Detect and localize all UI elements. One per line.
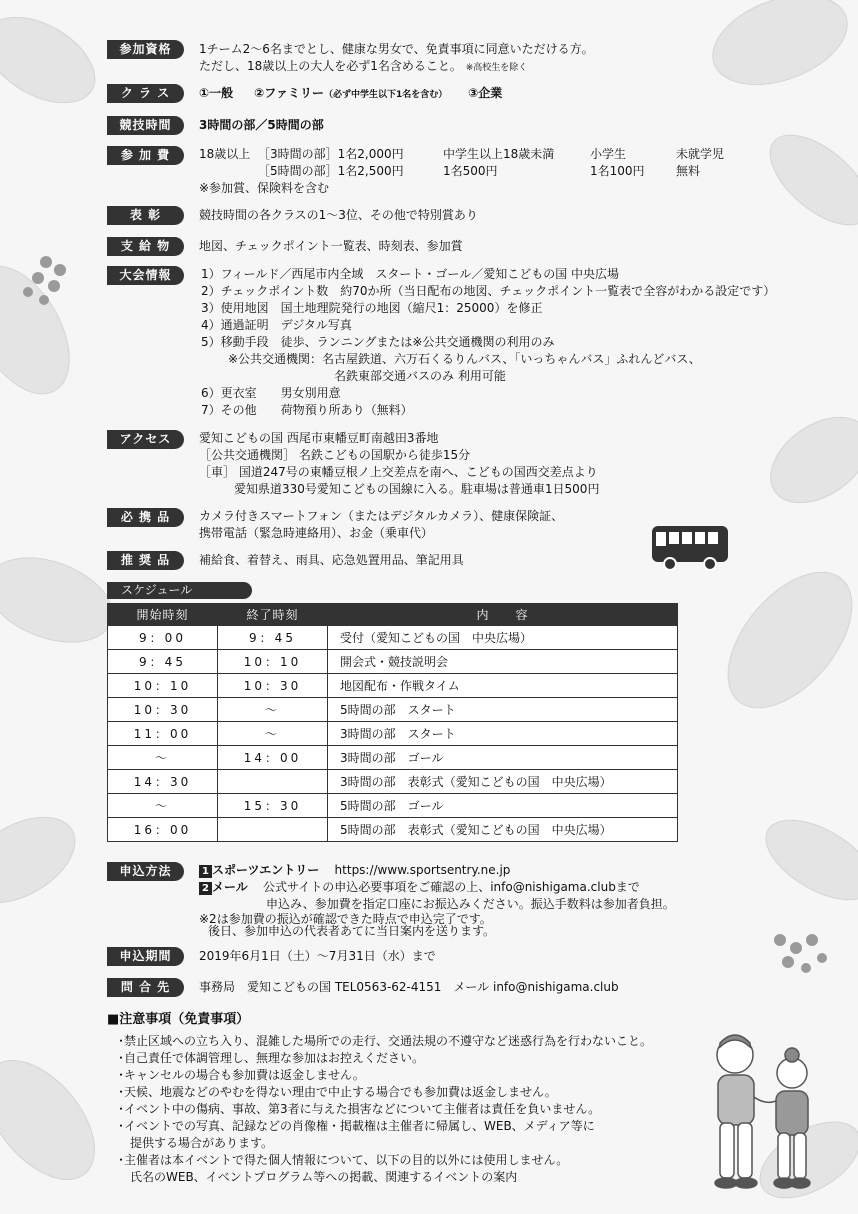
eligibility-line2-text: ただし、18歳以上の大人を必ず1名含めること。: [199, 59, 462, 73]
apply-note1: ※2は参加費の振込が確認できた時点で申込完了です。: [199, 912, 492, 926]
info-item: 4）通過証明 デジタル写真: [201, 318, 352, 332]
schedule-end: [218, 818, 328, 842]
fee-adult-3h: ［3時間の部］1名2,000円: [258, 147, 404, 161]
schedule-content: 開会式・競技説明会: [328, 650, 678, 674]
fee-child: 小学生: [590, 147, 627, 161]
schedule-start: 14：30: [108, 770, 218, 794]
method2-line2: 申込み、参加費を指定口座にお振込みください。振込手数料は参加者負担。: [266, 897, 675, 911]
method2-number-badge: 2: [199, 882, 212, 895]
info-item: 6）更衣室 男女別用意: [201, 386, 341, 400]
contact-value: 事務局 愛知こどもの国 TEL0563-62-4151 メール info@nishigama.club: [199, 980, 619, 994]
schedule-end: 15：30: [218, 794, 328, 818]
note-item: ･主催者は本イベントで得た個人情報について、以下の目的以外には使用しません。: [118, 1153, 569, 1167]
method1-url[interactable]: https://www.sportsentry.ne.jp: [334, 863, 511, 877]
info-item: 1）フィールド／西尾市内全域 スタート・ゴール／愛知こどもの国 中央広場: [201, 267, 620, 281]
class-option-family-note: （必ず中学生以下1名を含む）: [323, 90, 448, 100]
schedule-table: [107, 603, 678, 842]
table-row: [108, 794, 678, 818]
info-item: 7）その他 荷物預り所あり（無料）: [201, 403, 413, 417]
info-item: 3）使用地図 国土地理院発行の地図（縮尺1：25000）を修正: [201, 301, 543, 315]
fee-teen-price: 1名500円: [443, 164, 498, 178]
class-option-general: ①一般: [199, 86, 234, 100]
eligibility-line2: [199, 58, 527, 77]
schedule-header-end: 終了時刻: [218, 604, 328, 626]
method2-line1: 公式サイトの申込必要事項をご確認の上、info@nishigama.clubまで: [263, 880, 640, 894]
schedule-content: 5時間の部 スタート: [328, 698, 678, 722]
schedule-start: 16：00: [108, 818, 218, 842]
supplies-value: 地図、チェックポイント一覧表、時刻表、参加賞: [199, 239, 463, 253]
schedule-header-row: [108, 604, 678, 626]
fee-adult: 18歳以上: [199, 147, 251, 161]
fee-infant-price: 無料: [676, 164, 701, 178]
class-option-company: ③企業: [468, 86, 503, 100]
fee-label: 参 加 費: [107, 146, 184, 165]
table-row: [108, 746, 678, 770]
eligibility-label: 参加資格: [107, 40, 184, 59]
note-item: 提供する場合があります。: [130, 1136, 274, 1150]
schedule-end: 10：10: [218, 650, 328, 674]
apply-label: 申込方法: [107, 862, 184, 881]
schedule-end: [218, 770, 328, 794]
note-item: 氏名のWEB、イベントプログラム等への掲載、関連するイベントの案内: [130, 1170, 518, 1184]
apply-method1: [199, 862, 510, 879]
note-item: ･天候、地震などのやむを得ない理由で中止する場合でも参加費は返金しません。: [118, 1085, 557, 1099]
schedule-content: 3時間の部 スタート: [328, 722, 678, 746]
schedule-content: 地図配布・作戦タイム: [328, 674, 678, 698]
bring-line1: カメラ付きスマートフォン（またはデジタルカメラ）、健康保険証、: [199, 509, 564, 523]
schedule-content: 5時間の部 ゴール: [328, 794, 678, 818]
apply-method2: [199, 879, 640, 896]
access-line: ［公共交通機関］ 名鉄こどもの国駅から徒歩15分: [199, 448, 471, 462]
table-row: [108, 722, 678, 746]
schedule-content: 3時間の部 表彰式（愛知こどもの国 中央広場）: [328, 770, 678, 794]
table-row: [108, 770, 678, 794]
schedule-header-content: 内 容: [328, 604, 678, 626]
schedule-title: スケジュール: [107, 582, 252, 599]
recommend-label: 推 奨 品: [107, 551, 184, 570]
access-line: ［車］ 国道247号の東幡豆根ノ上交差点を南へ、こどもの国西交差点より: [199, 465, 598, 479]
info-item: 名鉄東部交通バスのみ 利用可能: [334, 369, 506, 383]
recommend-value: 補給食、着替え、雨具、応急処置用品、筆記用具: [199, 553, 464, 567]
bring-line2: 携帯電話（緊急時連絡用）、お金（乗車代）: [199, 526, 434, 540]
access-line: 愛知こどもの国 西尾市東幡豆町南越田3番地: [199, 431, 439, 445]
info-label: 大会情報: [107, 266, 184, 285]
note-item: ･イベント中の傷病、事故、第3者に与えた損害などについて主催者は責任を負いません。: [118, 1102, 601, 1116]
schedule-start: 9：45: [108, 650, 218, 674]
info-item: ※公共交通機関：名古屋鉄道、六万石くるりんバス、「いっちゃんバス」ふれんどバス、: [228, 352, 701, 366]
schedule-end: 14：00: [218, 746, 328, 770]
walking-couple-illustration: [690, 1025, 830, 1205]
schedule-start: 10：10: [108, 674, 218, 698]
note-item: ･キャンセルの場合も参加費は返金しません。: [118, 1068, 365, 1082]
info-item: 2）チェックポイント数 約70か所（当日配布の地図、チェックポイント一覧表で全容がわかる設定です）: [201, 284, 776, 298]
time-value: 3時間の部／5時間の部: [199, 118, 324, 132]
schedule-start: 11：00: [108, 722, 218, 746]
schedule-content: 3時間の部 ゴール: [328, 746, 678, 770]
period-label: 申込期間: [107, 947, 184, 966]
method1-name: スポーツエントリー: [212, 863, 320, 877]
fee-adult-5h: ［5時間の部］1名2,500円: [258, 164, 404, 178]
method2-name: メール: [212, 880, 248, 894]
notes-title: ■注意事項（免責事項）: [107, 1012, 250, 1027]
table-row: [108, 650, 678, 674]
note-item: ･自己責任で体調管理し、無理な参加はお控えください。: [118, 1051, 425, 1065]
eligibility-line1: 1チーム2～6名までとし、健康な男女で、免責事項に同意いただける方。: [199, 42, 594, 56]
supplies-label: 支 給 物: [107, 237, 184, 256]
schedule-end: ～: [218, 722, 328, 746]
period-value: 2019年6月1日（土）～7月31日（水）まで: [199, 949, 436, 963]
note-item: ･禁止区域への立ち入り、混雑した場所での走行、交通法規の不遵守など迷惑行為を行わないこと。: [118, 1034, 653, 1048]
bus-icon: [650, 522, 730, 572]
note-item: ･イベントでの写真、記録などの肖像権・掲載権は主催者に帰属し、WEB、メディア等に: [118, 1119, 595, 1133]
schedule-start: ～: [108, 746, 218, 770]
table-row: [108, 818, 678, 842]
schedule-content: 受付（愛知こどもの国 中央広場）: [328, 626, 678, 650]
fee-note: ※参加賞、保険料を含む: [199, 181, 330, 195]
schedule-start: ～: [108, 794, 218, 818]
time-label: 競技時間: [107, 116, 184, 135]
table-row: [108, 698, 678, 722]
contact-label: 問 合 先: [107, 978, 184, 997]
eligibility-note: ※高校生を除く: [465, 63, 528, 73]
info-item: 5）移動手段 徒歩、ランニングまたは※公共交通機関の利用のみ: [201, 335, 555, 349]
schedule-end: 10：30: [218, 674, 328, 698]
class-options: [199, 85, 502, 104]
access-line: 愛知県道330号愛知こどもの国線に入る。駐車場は普通車1日500円: [234, 482, 600, 496]
class-option-family: ②ファミリー: [254, 86, 324, 100]
class-label: ク ラ ス: [107, 84, 184, 103]
award-value: 競技時間の各クラスの1～3位、その他で特別賞あり: [199, 208, 478, 222]
fee-infant: 未就学児: [676, 147, 725, 161]
schedule-start: 10：30: [108, 698, 218, 722]
fee-teen: 中学生以上18歳未満: [443, 147, 555, 161]
method1-number-badge: 1: [199, 865, 212, 878]
schedule-content: 5時間の部 表彰式（愛知こどもの国 中央広場）: [328, 818, 678, 842]
schedule-end: ～: [218, 698, 328, 722]
fee-child-price: 1名100円: [590, 164, 645, 178]
bring-label: 必 携 品: [107, 508, 184, 527]
schedule-end: 9：45: [218, 626, 328, 650]
schedule-header-start: 開始時刻: [108, 604, 218, 626]
table-row: [108, 674, 678, 698]
schedule-start: 9：00: [108, 626, 218, 650]
table-row: [108, 626, 678, 650]
apply-note2: 後日、参加申込の代表者あてに当日案内を送ります。: [208, 924, 496, 938]
award-label: 表 彰: [107, 206, 184, 225]
access-label: アクセス: [107, 430, 184, 449]
